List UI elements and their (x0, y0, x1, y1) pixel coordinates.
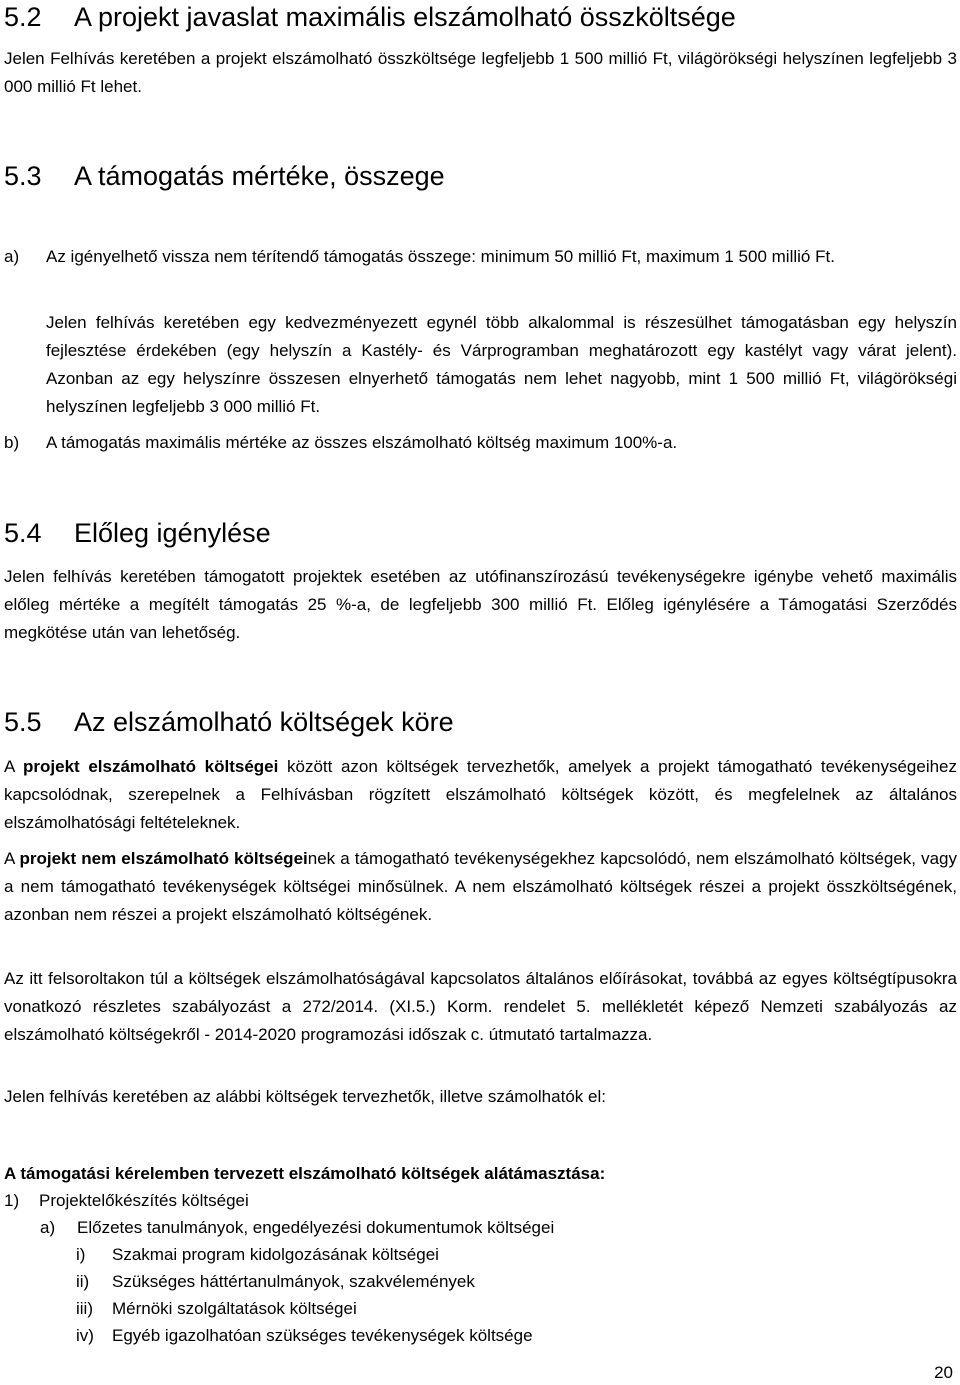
text-run: között azon költségek tervezhetők, amelyek a projekt támogatható tevékenységeihez kapcsolódnak, szerepelnek a Felhívásban rögzített elszámolható költségek között, és megfelelnek az általános elszámolhatósági feltételeknek. (4, 757, 958, 832)
list-item-1a-i (76, 1241, 936, 1269)
list-label: 1) (4, 1191, 20, 1210)
text-run: A (4, 757, 24, 776)
text-run: nek a támogatható tevékenységekhez kapcsolódó, nem elszámolható költségek, vagy a nem támogatható tevékenységek költségei minősülnek. A nem elszámolható költségek részei a projekt összköltségének, azonban nem részei a projekt elszámolható költségének. (4, 849, 957, 924)
list-item-1a-ii (76, 1268, 936, 1296)
list-item-1a-iii (76, 1295, 936, 1323)
section-number: 5.3 (4, 161, 42, 191)
section-heading-5-2 (4, 1, 736, 33)
list-label: a) (4, 247, 20, 266)
paragraph-item-a: Jelen felhívás keretében egy kedvezményezett egynél több alkalommal is részesülhet támogatásban egy helyszín fejlesztése érdekében (egy helyszín a Kastély- és Várprogramban meghatározott egy kastélyt vagy várat jelent). Azonban az egy helyszínre összesen elnyerhető támogatás nem lehet nagyobb, mint 1 500 millió Ft, világörökségi helyszínen legfeljebb 3 000 millió Ft. (46, 313, 957, 416)
paragraph-5-2: Jelen Felhívás keretében a projekt elszámolható összköltsége legfeljebb 1 500 millió Ft, világörökségi helyszínen legfeljebb 3 000 millió Ft lehet. (4, 49, 957, 96)
section-title: A támogatás mértéke, összege (74, 161, 445, 191)
list-item-a (4, 243, 957, 299)
section-heading-5-4 (4, 517, 271, 549)
list-text: Szakmai program kidolgozásának költségei (112, 1245, 439, 1264)
list-item-1a-iv (76, 1322, 936, 1350)
paragraph-regulation: Az itt felsoroltakon túl a költségek elszámolhatóságával kapcsolatos általános előírásokat, továbbá az egyes költségtípusokra vonatkozó részletes szabályozást a 272/2014. (XI.5.) Korm. rendelet 5. mellékletét képező Nemzeti szabályozás az elszámolható költségekről - 2014-2020 programozási időszak c. útmutató tartalmazza. (4, 969, 957, 1044)
page-number: 20 (934, 1363, 953, 1382)
list-text: A támogatás maximális mértéke az összes elszámolható költség maximum 100%-a. (46, 433, 678, 452)
paragraph-plannable-costs: Jelen felhívás keretében az alábbi költségek tervezhetők, illetve számolhatók el: (4, 1087, 606, 1106)
list-label: a) (40, 1218, 56, 1237)
list-label: i) (76, 1245, 86, 1264)
bold-term: projekt elszámolható költségei (23, 757, 279, 776)
section-number: 5.4 (4, 518, 42, 548)
list-text: Projektelőkészítés költségei (39, 1191, 249, 1210)
paragraph-eligible-costs (4, 753, 957, 837)
list-text: Mérnöki szolgáltatások költségei (112, 1299, 357, 1318)
bold-term: projekt nem elszámolható költségei (19, 849, 308, 868)
text-run: A (4, 849, 20, 868)
section-title: Előleg igénylése (74, 518, 271, 548)
section-number: 5.5 (4, 707, 42, 737)
list-text: Szükséges háttértanulmányok, szakvélemények (112, 1272, 475, 1291)
section-title: A projekt javaslat maximális elszámolható összköltsége (74, 2, 736, 32)
list-label: b) (4, 433, 20, 452)
list-item-b (4, 429, 957, 457)
section-heading-5-3 (4, 160, 445, 192)
list-text: Egyéb igazolhatóan szükséges tevékenységek költsége (112, 1326, 533, 1345)
section-number: 5.2 (4, 2, 42, 32)
list-label: ii) (76, 1272, 90, 1291)
list-text: Előzetes tanulmányok, engedélyezési dokumentumok költségei (77, 1218, 555, 1237)
section-title: Az elszámolható költségek köre (74, 707, 454, 737)
list-text: Az igényelhető vissza nem térítendő támogatás összege: minimum 50 millió Ft, maximum 1 500 millió Ft. (46, 247, 835, 266)
paragraph-non-eligible-costs (4, 845, 957, 929)
paragraph-5-4: Jelen felhívás keretében támogatott projektek esetében az utófinanszírozású tevékenységekre igénybe vehető maximális előleg mértéke a megítélt támogatás 25 %-a, de legfeljebb 300 millió Ft. Előleg igénylésére a Támogatási Szerződés megkötése után van lehetőség. (4, 567, 957, 642)
list-label: iii) (76, 1299, 93, 1318)
list-item-1a (40, 1214, 920, 1242)
list-heading: A támogatási kérelemben tervezett elszámolható költségek alátámasztása: (4, 1164, 606, 1183)
section-heading-5-5 (4, 706, 454, 738)
list-label: iv) (76, 1326, 94, 1345)
list-item-1 (4, 1187, 904, 1215)
